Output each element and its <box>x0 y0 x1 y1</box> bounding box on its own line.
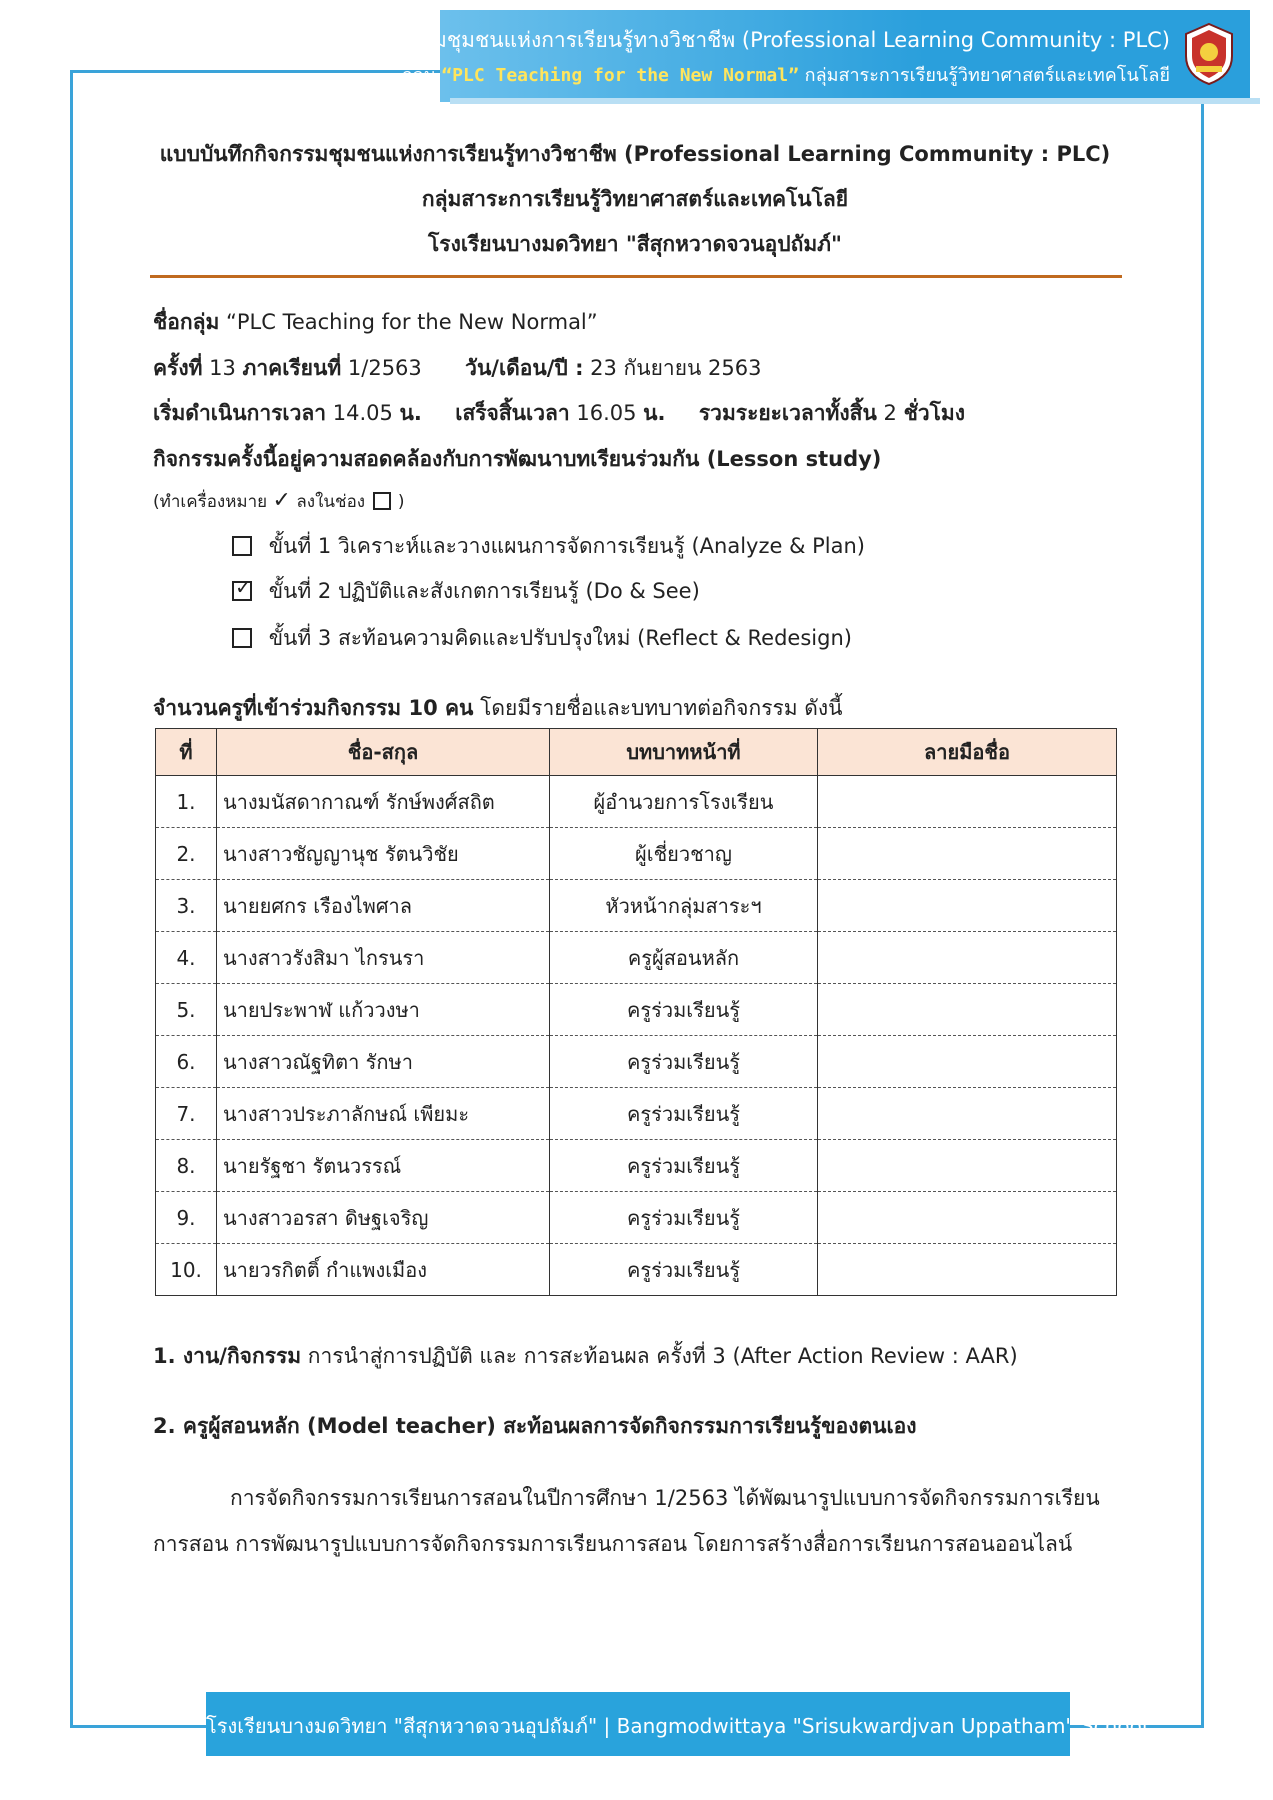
title-divider <box>150 275 1122 278</box>
row-name: นางสาวชัญญานุช รัตนวิชัย <box>217 828 550 880</box>
table-row <box>156 1244 1117 1296</box>
start-value: 14.05 <box>332 401 393 425</box>
doc-title-line2: กลุ่มสาระการเรียนรู้วิทยาศาสตร์และเทคโนโลยี <box>421 187 849 211</box>
session-value: 13 <box>209 356 236 380</box>
table-row <box>156 1192 1117 1244</box>
date-value: 23 กันยายน 2563 <box>590 356 762 380</box>
row-signature-cell[interactable] <box>818 1192 1117 1244</box>
doc-title-line3: โรงเรียนบางมดวิทยา "สีสุกหวาดจวนอุปถัมภ์" <box>428 232 842 256</box>
row-role: ครูร่วมเรียนรู้ <box>550 984 818 1036</box>
table-row <box>156 984 1117 1036</box>
session-line <box>153 352 762 385</box>
step-1-label: ขั้นที่ 1 วิเคราะห์และวางแผนการจัดการเรียนรู้ (Analyze & Plan) <box>268 534 866 558</box>
row-signature-cell[interactable] <box>818 1036 1117 1088</box>
row-name: นายรัฐชา รัตนวรรณ์ <box>217 1140 550 1192</box>
header-role: บทบาทหน้าที่ <box>550 729 818 776</box>
session-label: ครั้งที่ <box>153 356 203 380</box>
row-name: นางสาวอรสา ดิษฐเจริญ <box>217 1192 550 1244</box>
row-role: ครูร่วมเรียนรู้ <box>550 1192 818 1244</box>
row-signature-cell[interactable] <box>818 776 1117 828</box>
row-role: ผู้อำนวยการโรงเรียน <box>550 776 818 828</box>
step-3[interactable] <box>232 622 852 655</box>
table-row <box>156 932 1117 984</box>
header-group-prefix: กลุ่ม <box>401 65 436 86</box>
date-label: วัน/เดือน/ปี : <box>465 356 584 380</box>
group-line <box>153 306 598 339</box>
instruction-prefix: (ทำเครื่องหมาย <box>153 492 268 512</box>
row-name: นายวรกิตติ์ กำแพงเมือง <box>217 1244 550 1296</box>
step-2[interactable] <box>232 575 700 608</box>
table-row <box>156 1140 1117 1192</box>
footer-text: โรงเรียนบางมดวิทยา "สีสุกหวาดจวนอุปถัมภ์" | Bangmodwittaya "Srisukwardjvan Uppatham" School <box>206 1714 1148 1738</box>
header-subtitle <box>402 60 1170 89</box>
group-label: ชื่อกลุ่ม <box>153 310 220 334</box>
row-number: 8. <box>156 1140 217 1192</box>
row-name: นางสาวรังสิมา ไกรนรา <box>217 932 550 984</box>
attendance-desc: โดยมีรายชื่อและบทบาทต่อกิจกรรม ดังนี้ <box>480 696 843 720</box>
row-number: 6. <box>156 1036 217 1088</box>
instruction-suffix: ) <box>397 492 405 512</box>
instruction-mid: ลงในช่อง <box>296 492 366 512</box>
row-signature-cell[interactable] <box>818 828 1117 880</box>
row-role: หัวหน้ากลุ่มสาระฯ <box>550 880 818 932</box>
row-role: ครูร่วมเรียนรู้ <box>550 1036 818 1088</box>
table-row <box>156 828 1117 880</box>
row-role: ครูร่วมเรียนรู้ <box>550 1244 818 1296</box>
table-header-row <box>156 729 1117 776</box>
row-number: 5. <box>156 984 217 1036</box>
group-value: “PLC Teaching for the New Normal” <box>225 310 598 334</box>
term-value: 1/2563 <box>347 356 422 380</box>
header-title: บันทึกกิจกรรมชุมชนแห่งการเรียนรู้ทางวิชาชีพ (Professional Learning Community : PLC) <box>318 28 1170 52</box>
header-shadow <box>450 98 1260 104</box>
header-department: กลุ่มสาระการเรียนรู้วิทยาศาสตร์และเทคโนโลยี <box>804 65 1170 86</box>
row-signature-cell[interactable] <box>818 1244 1117 1296</box>
table-row <box>156 1036 1117 1088</box>
section-1-title: 1. งาน/กิจกรรม <box>153 1344 302 1368</box>
table-row <box>156 776 1117 828</box>
row-signature-cell[interactable] <box>818 984 1117 1036</box>
row-signature-cell[interactable] <box>818 1088 1117 1140</box>
step-3-label: ขั้นที่ 3 สะท้อนความคิดและปรับปรุงใหม่ (Reflect & Redesign) <box>268 626 852 650</box>
row-number: 3. <box>156 880 217 932</box>
row-number: 4. <box>156 932 217 984</box>
step-2-label: ขั้นที่ 2 ปฏิบัติและสังเกตการเรียนรู้ (Do & See) <box>268 579 700 603</box>
header-name: ชื่อ-สกุล <box>217 729 550 776</box>
row-number: 9. <box>156 1192 217 1244</box>
start-label: เริ่มดำเนินการเวลา <box>153 401 327 425</box>
row-signature-cell[interactable] <box>818 1140 1117 1192</box>
end-value: 16.05 <box>576 401 637 425</box>
step-1[interactable] <box>232 530 865 563</box>
step-2-checkbox[interactable] <box>232 575 252 601</box>
row-signature-cell[interactable] <box>818 932 1117 984</box>
end-label: เสร็จสิ้นเวลา <box>455 401 570 425</box>
table-row <box>156 1088 1117 1140</box>
section-1 <box>153 1340 1118 1373</box>
row-name: นางสาวประภาลักษณ์ เพียมะ <box>217 1088 550 1140</box>
total-unit: ชั่วโมง <box>903 401 966 425</box>
attendance-line <box>153 692 843 725</box>
row-role: ครูผู้สอนหลัก <box>550 932 818 984</box>
table-body <box>156 776 1117 1296</box>
row-number: 2. <box>156 828 217 880</box>
school-crest-icon <box>1182 22 1236 86</box>
doc-title-line1: แบบบันทึกกิจกรรมชุมชนแห่งการเรียนรู้ทางวิชาชีพ (Professional Learning Community : PLC) <box>159 142 1111 166</box>
paragraph-line1: การจัดกิจกรรมการเรียนการสอนในปีการศึกษา 1/2563 ได้พัฒนารูปแบบการจัดกิจกรรมการเรียน <box>230 1486 1100 1510</box>
header-signature: ลายมือชื่อ <box>818 729 1117 776</box>
table-row <box>156 880 1117 932</box>
total-label: รวมระยะเวลาทั้งสิ้น <box>698 401 877 425</box>
footer-banner <box>206 1692 1148 1756</box>
header-no: ที่ <box>156 729 217 776</box>
row-number: 1. <box>156 776 217 828</box>
row-role: ครูร่วมเรียนรู้ <box>550 1088 818 1140</box>
lesson-study-line <box>153 443 881 476</box>
row-number: 10. <box>156 1244 217 1296</box>
lesson-study-text: กิจกรรมครั้งนี้อยู่ความสอดคล้องกับการพัฒนาบทเรียนร่วมกัน (Lesson study) <box>153 447 882 471</box>
end-unit: น. <box>643 401 666 425</box>
checkmark-icon: ✓ <box>272 488 291 513</box>
row-signature-cell[interactable] <box>818 880 1117 932</box>
term-label: ภาคเรียนที่ <box>242 356 342 380</box>
header-group-name: “PLC Teaching for the New Normal” <box>441 65 799 86</box>
participants-table <box>155 728 1117 1296</box>
instruction-line <box>153 488 405 515</box>
section-2-title: 2. ครูผู้สอนหลัก (Model teacher) สะท้อนผลการจัดกิจกรรมการเรียนรู้ของตนเอง <box>153 1414 917 1438</box>
row-number: 7. <box>156 1088 217 1140</box>
row-role: ผู้เชี่ยวชาญ <box>550 828 818 880</box>
total-value: 2 <box>883 401 897 425</box>
empty-checkbox-icon <box>373 492 391 510</box>
attendance-count: จำนวนครูที่เข้าร่วมกิจกรรม 10 คน <box>153 696 474 720</box>
row-role: ครูร่วมเรียนรู้ <box>550 1140 818 1192</box>
checkmark-icon: ✓ <box>235 575 252 599</box>
row-name: นางมนัสดากาณฑ์ รักษ์พงศ์สถิต <box>217 776 550 828</box>
row-name: นางสาวณัฐทิตา รักษา <box>217 1036 550 1088</box>
row-name: นายประพาฬ แก้ววงษา <box>217 984 550 1036</box>
header-banner <box>318 10 1250 102</box>
time-line <box>153 397 965 430</box>
row-name: นายยศกร เรืองไพศาล <box>217 880 550 932</box>
start-unit: น. <box>399 401 422 425</box>
paragraph-line2: การสอน การพัฒนารูปแบบการจัดกิจกรรมการเรียนการสอน โดยการสร้างสื่อการเรียนการสอนออนไลน์ <box>153 1532 1073 1556</box>
step-1-checkbox[interactable] <box>232 536 252 556</box>
step-3-checkbox[interactable] <box>232 628 252 648</box>
section-1-text: การนำสู่การปฏิบัติ และ การสะท้อนผล ครั้งที่ 3 (After Action Review : AAR) <box>307 1344 1018 1368</box>
section-2 <box>153 1410 1118 1443</box>
